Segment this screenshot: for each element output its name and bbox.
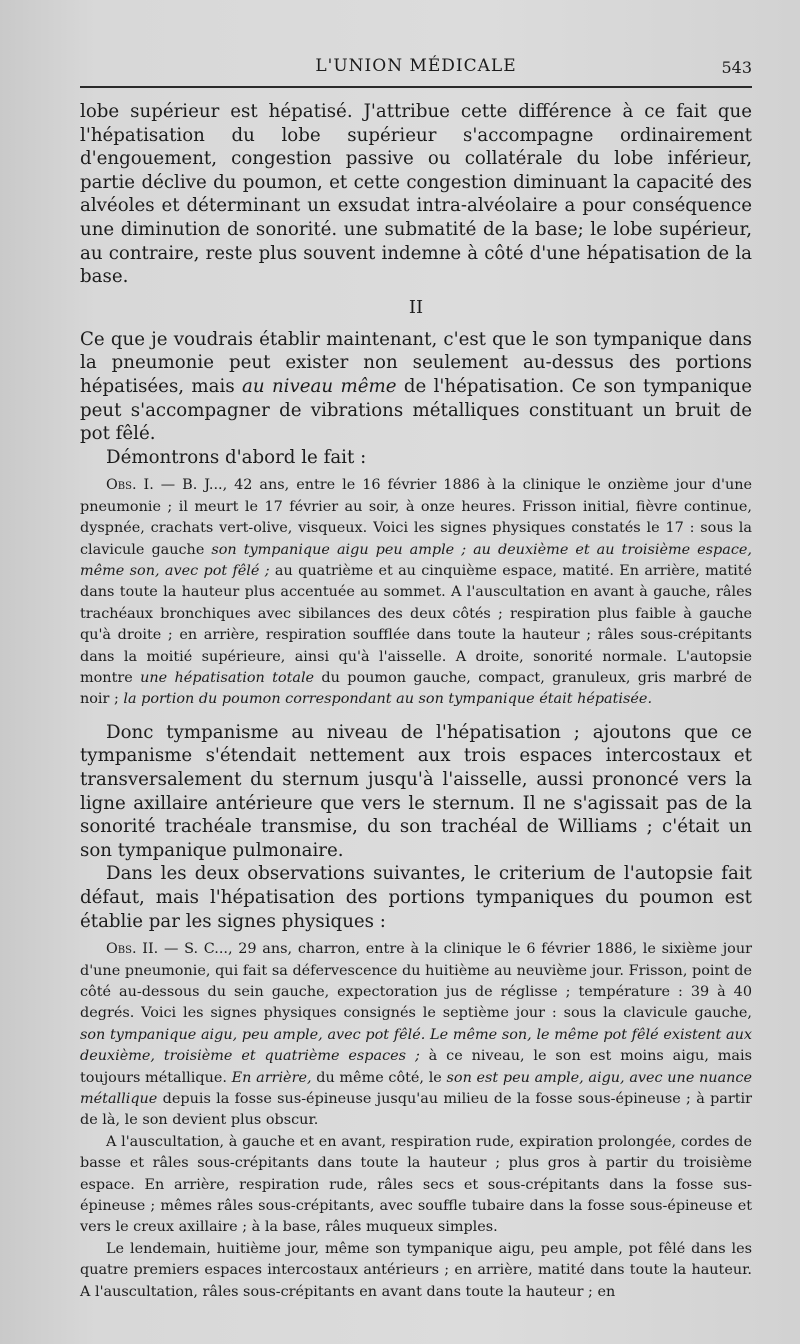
observation-2-text-1: — S. C..., 29 ans, charron, entre à la clinique le 6 février 1886, le sixième jour d'une pneumonie, qui fait sa défervescence du huitième au neuvième jour. Frisson, point de côté au-dessous du sein gauche, expectoration jus de réglisse ; température : 39 à 40 degrés. Voici les signes physiques consignés le septième jour : sous la clavicule gauche, <box>80 941 752 1022</box>
observation-1-text-3: du poumon gauche, compact, granuleux, gris marbré de noir ; <box>80 669 753 708</box>
page-header <box>80 52 752 88</box>
paragraph-1-text-a: Ce que je voudrais établir maintenant, c'est que le son tympanique dans la pneumonie peut exister non seulement au-dessus des portions hépatisées, mais <box>80 328 752 397</box>
observation-2-auscultation: A l'auscultation, à gauche et en avant, respiration rude, expiration prolongée, cordes de basse et râles sous-crépitants dans toute la hauteur ; plus gros à partir du troisième espace. En arrière, respiration rude, râles secs et sous-crépitants dans la fosse sus-épineuse ; mêmes râles sous-crépitants, avec souffle tubaire dans la fosse sous-épineuse et vers le creux axillaire ; à la base, râles muqueux simples. <box>80 1133 752 1236</box>
paragraph-tympanic-claim <box>80 328 752 446</box>
observation-2 <box>80 939 752 1132</box>
observation-2-italic-2: En arrière, <box>231 1069 312 1086</box>
paragraph-demonstration: Démontrons d'abord le fait : <box>106 446 367 468</box>
observation-2-text-2: à ce niveau, le son est moins aigu, mais toujours métallique. <box>80 1048 752 1086</box>
section-heading: II <box>408 296 424 318</box>
paragraph-tympanism-conclusion: Donc tympanisme au niveau de l'hépatisation ; ajoutons que ce tympanisme s'étendait nettement aux trois espaces intercostaux et transversalement du sternum jusqu'à l'aisselle, aussi prononcé vers la ligne axillaire antérieure que vers le sternum. Il ne s'agissait pas de la sonorité trachéale transmise, du son trachéal de Williams ; c'était un son tympanique pulmonaire. <box>80 721 752 861</box>
observation-1-text-1: — B. J..., 42 ans, entre le 16 février 1886 à la clinique le onzième jour d'une pneumonie ; il meurt le 17 février au soir, à onze heures. Frisson initial, fièvre continue, dyspnée, crachats vert-olive, visqueux. Voici les signes physiques constatés le 17 : sous la clavicule gauche <box>80 477 752 558</box>
intro-paragraph: lobe supérieur est hépatisé. J'attribue cette différence à ce fait que l'hépatisation du lobe supérieur s'accompagne ordinairement d'engouement, congestion passive ou collatérale du lobe inférieur, partie déclive du poumon, et cette congestion diminuant la capacité des alvéoles et déterminant un exsudat intra-alvéolaire a pour conséquence une diminution de sonorité. une submatité de la base; le lobe supérieur, au contraire, reste plus souvent indemne à côté d'une hépatisation de la base. <box>80 101 752 288</box>
observation-2-italic-1: son tympanique aigu, peu ample, avec pot fêlé. Le même son, le même pot fêlé existent aux deuxième, troisième et quatrième espaces ; <box>80 1026 752 1065</box>
observation-1 <box>80 475 752 710</box>
observation-2-label: Obs. II. <box>106 941 159 958</box>
observation-1-label: Obs. I. <box>106 477 154 494</box>
page-number: 543 <box>721 58 752 77</box>
observation-1-italic-3: la portion du poumon correspondant au son tympanique était hépatisée. <box>123 691 653 708</box>
paragraph-1-emphasis: au niveau même <box>242 375 397 397</box>
paragraph-following-observations: Dans les deux observations suivantes, le criterium de l'autopsie fait défaut, mais l'hépatisation des portions tympaniques du poumon est établie par les signes physiques : <box>80 863 752 932</box>
observation-2-text-4: depuis la fosse sus-épineuse jusqu'au milieu de la fosse sous-épineuse ; à partir de là, le son devient plus obscur. <box>80 1090 752 1129</box>
observation-1-italic-1: son tympanique aigu peu ample ; au deuxième et au troisième espace, même son, avec pot fêlé ; <box>80 541 752 579</box>
observation-2-text-3: du même côté, le <box>311 1069 447 1086</box>
observation-1-text-2: au quatrième et au cinquième espace, matité. En arrière, matité dans toute la hauteur plus accentuée au sommet. A l'auscultation en avant à gauche, râles trachéaux bronchiques avec sibilances des deux côtés ; respiration plus faible à gauche qu'à droite ; en arrière, respiration soufflée dans toute la hauteur ; râles sous-crépitants dans la moitié supérieure, ainsi qu'à l'aisselle. A droite, sonorité normale. L'autopsie montre <box>80 562 753 686</box>
observation-2-italic-3: son est peu ample, aigu, avec une nuance métallique <box>80 1069 752 1107</box>
observation-2-next-day: Le lendemain, huitième jour, même son tympanique aigu, peu ample, pot fêlé dans les quatre premiers espaces intercostaux antérieurs ; en arrière, matité dans toute la hauteur. A l'auscultation, râles sous-crépitants en avant dans toute la hauteur ; en <box>80 1240 752 1300</box>
paragraph-1-text-c: de l'hépatisation. Ce son tympanique peut s'accompagner de vibrations métalliques constituant un bruit de pot fêlé. <box>80 375 753 445</box>
observation-1-italic-2: une hépatisation totale <box>140 669 315 686</box>
page-body <box>80 100 752 1303</box>
running-title: L'UNION MÉDICALE <box>315 56 517 76</box>
